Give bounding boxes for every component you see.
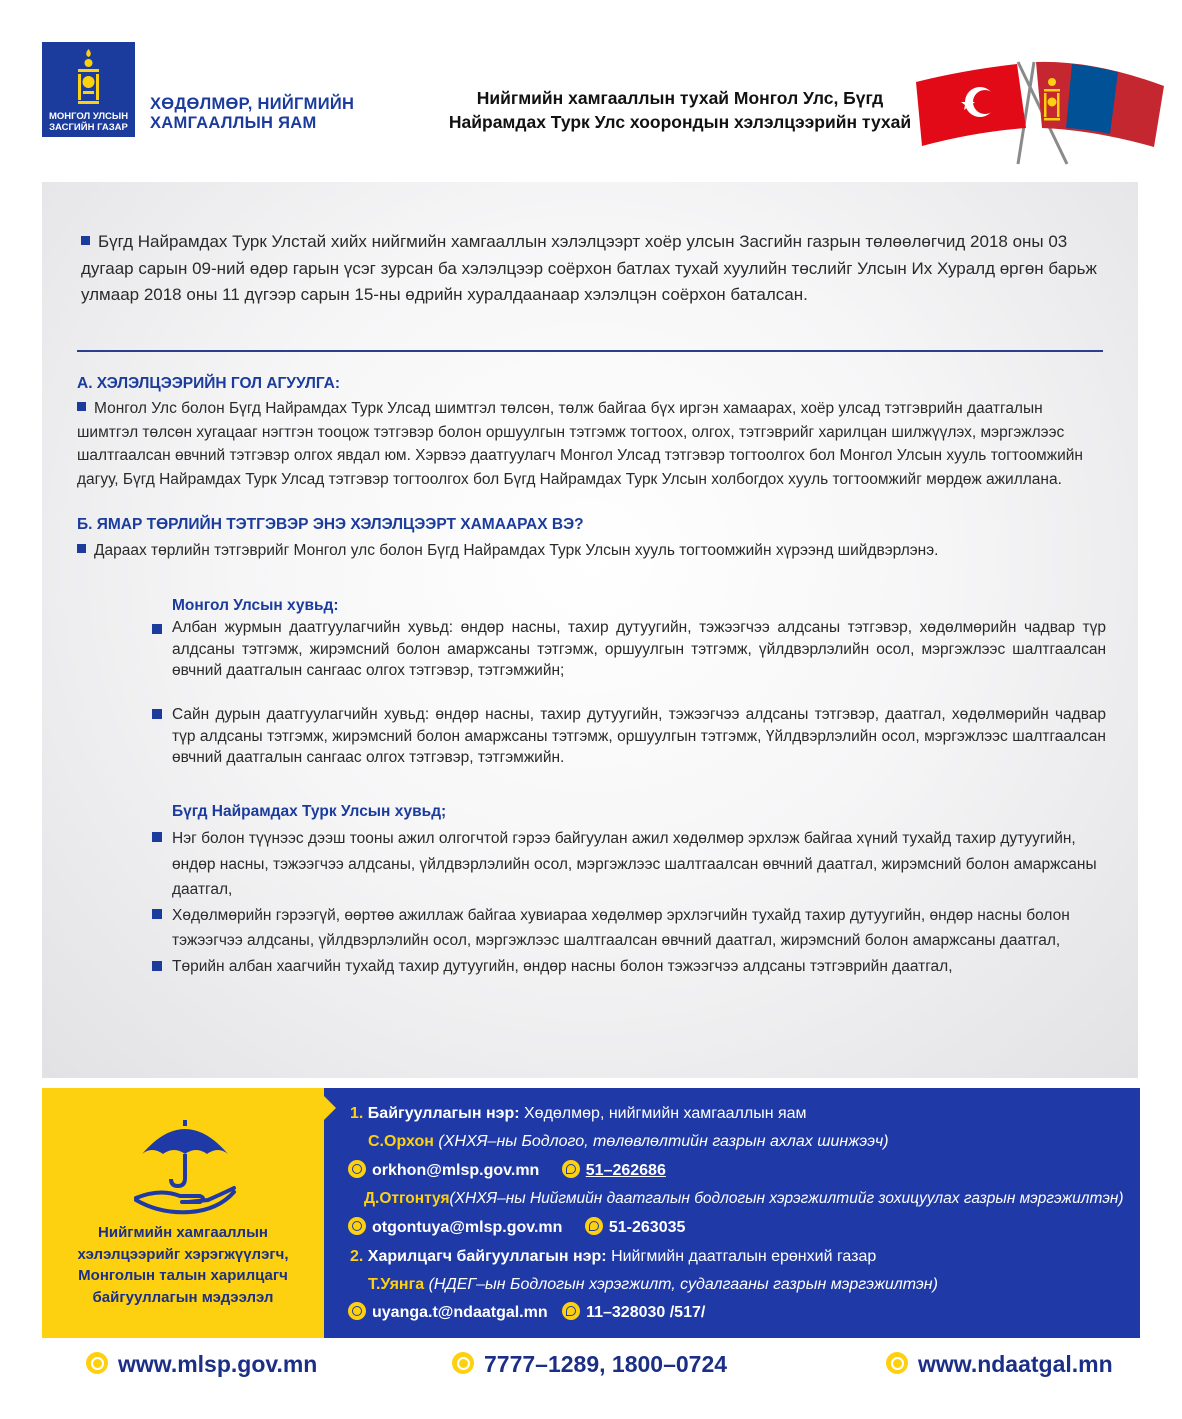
globe-icon (348, 1217, 366, 1235)
person1-line (368, 1133, 889, 1151)
footer-site-1-link[interactable]: www.mlsp.gov.mn (118, 1351, 318, 1377)
section-a-text: Монгол Улс болон Бүгд Найрамдах Турк Улсад шимтгэл төлсөн, төлж байгаа бүх иргэн хамаарах, хоёр улсад тэтгэврийн даатгалын шимтгэл төлсөн хугацааг нэгтгэн тооцож тэтгэвэр болон оршуулгын тэтгэмж тогтоох, олгох, тэтгэврийг харилцан шилжүүлэх, мэргэжлээс шалтгаалсан өвчний тэтгэвэр олгох явдал юм. Хэрвээ даатгуулагч Монгол Улсад тэтгэвэр тогтоолгох бол Монгол Улсын хууль тогтоомжийн дагуу, Бүгд Найрамдах Турк Улсад тэтгэвэр тогтоолгох бол Бүгд Найрамдах Турк Улсын холбогдох хууль тогтоомжийг мөрдөж ажиллана. (77, 400, 1083, 488)
person1-phone[interactable]: 51–262686 (585, 1162, 666, 1180)
person3-phone[interactable]: 11–328030 /517/ (586, 1304, 706, 1322)
turkey-item-3: Төрийн албан хаагчийн тухайд тахир дутуугийн, өндөр насны болон тэжээгчээ алдсаны тэтгэврийн даатгал, (172, 958, 953, 975)
document-title-line-2: Найрамдах Турк Улс хоорондын хэлэлцээрийн тухай (448, 112, 912, 132)
intro-text: Бүгд Найрамдах Турк Улстай хийх нийгмийн хамгааллын хэлэлцээрт хоёр улсын Засгийн газрын төлөөлөгчид 2018 оны 03 дугаар сарын 09-ний өдөр гарын үсэг зурсан ба хэлэлцээр соёрхон батлах тухай хуулийн төслийг Улсын Их Хуралд өргөн барьж улмаар 2018 оны 11 дүгээр сарын 15-ны өдрийн хуралдаанаар хэлэлцэн соёрхон баталсан. (81, 232, 1097, 304)
section-a-paragraph (77, 397, 1107, 491)
person1-email-link[interactable]: orkhon@mlsp.gov.mn (372, 1162, 540, 1180)
section-b-paragraph (77, 539, 1107, 562)
bullet-icon (152, 909, 162, 919)
turkey-item-2: Хөдөлмөрийн гэрээгүй, өөртөө ажиллаж байгаа хувиараа хөдөлмөр эрхлэгчийн тухайд тахир дутуугийн, өндөр насны болон тэжээгчээ алдсаны, үйлдвэрлэлийн осол, мэргэжлээс шалтгаалсан өвчний даатгал, жирэмсний болон амаржсаны даатгал, (172, 907, 1070, 949)
globe-icon (886, 1352, 908, 1374)
mongolia-subheading: Монгол Улсын хувьд: (172, 597, 339, 614)
bullet-icon (77, 402, 86, 411)
person2-line (364, 1190, 1124, 1208)
turkey-subheading: Бүгд Найрамдах Турк Улсын хувьд; (172, 803, 447, 820)
crossed-flags-icon (914, 52, 1166, 170)
person3-name: Т.Уянга (368, 1276, 425, 1293)
arrow-pointer-icon (324, 1088, 338, 1338)
globe-icon (86, 1352, 108, 1374)
person3-email-link[interactable]: uyanga.t@ndaatgal.mn (372, 1304, 548, 1322)
person2-contacts (348, 1219, 685, 1237)
person2-name: Д.Отгонтуя (364, 1190, 450, 1207)
section-b-heading: Б. ЯМАР ТӨРЛИЙН ТЭТГЭВЭР ЭНЭ ХЭЛЭЛЦЭЭРТ ХАМААРАХ ВЭ? (77, 516, 584, 533)
bullet-icon (152, 709, 162, 719)
org2-name: Нийгмийн даатгалын ерөнхий газар (611, 1248, 877, 1265)
logo-caption-2: ЗАСГИЙН ГАЗАР (49, 122, 128, 133)
person3-contacts (348, 1304, 705, 1322)
person3-line (368, 1276, 938, 1294)
section-a-heading: А. ХЭЛЭЛЦЭЭРИЙН ГОЛ АГУУЛГА: (77, 375, 341, 392)
phone-icon (452, 1352, 474, 1374)
person1-name: С.Орхон (368, 1133, 434, 1150)
person2-role: (ХНХЯ–ны Нийгмийн даатгалын бодлогын хэрэгжилтийг зохицуулах газрын мэргэжилтэн) (449, 1190, 1124, 1207)
turkey-item-1: Нэг болон түүнээс дээш тооны ажил олгогчтой гэрээ байгуулан ажил хөдөлмөр эрхлэж байгаа хүний тухайд тахир дутуугийн, өндөр насны, тэжээгчээ алдсаны, үйлдвэрлэлийн осол, мэргэжлээс шалтгаалсан өвчний даатгал, жирэмсний болон амаржсаны даатгал, (172, 830, 1097, 898)
footer-phones-text[interactable]: 7777–1289, 1800–0724 (484, 1351, 728, 1377)
org1-label: Байгууллагын нэр: (367, 1105, 520, 1122)
person1-contacts (348, 1162, 666, 1180)
org1-name: Хөдөлмөр, нийгмийн хамгааллын яам (524, 1105, 807, 1122)
org1-number: 1. (350, 1105, 364, 1122)
ministry-name (150, 95, 354, 133)
person2-email-link[interactable]: otgontuya@mlsp.gov.mn (372, 1219, 563, 1237)
government-logo (42, 42, 135, 137)
document-title (420, 86, 940, 134)
globe-icon (348, 1302, 366, 1320)
org1-line (350, 1105, 807, 1123)
ministry-name-line-2: ХАМГААЛЛЫН ЯАМ (150, 114, 317, 132)
person2-phone[interactable]: 51-263035 (608, 1219, 686, 1237)
contact-details-box (324, 1088, 1140, 1338)
org2-number: 2. (350, 1248, 364, 1265)
bullet-icon (152, 624, 162, 634)
org2-label: Харилцагч байгууллагын нэр: (367, 1248, 607, 1265)
logo-caption-1: МОНГОЛ УЛСЫН (48, 111, 129, 122)
document-title-line-1: Нийгмийн хамгааллын тухай Монгол Улс, Бүгд (476, 88, 884, 108)
person1-role: (ХНХЯ–ны Бодлого, төлөвлөлтийн газрын ахлах шинжээч) (438, 1133, 889, 1150)
person3-role: (НДЕГ–ын Бодлогын хэрэгжилт, судалгааны газрын мэргэжилтэн) (428, 1276, 938, 1293)
bullet-icon (77, 544, 86, 553)
globe-icon (348, 1160, 366, 1178)
contact-box-title-line-2: хэлэлцээрийг хэрэгжүүлэгч, (77, 1245, 289, 1263)
bullet-icon (152, 961, 162, 971)
phone-icon (585, 1217, 603, 1235)
contact-box-title-line-3: Монголын талын харилцагч (78, 1267, 288, 1284)
contact-box-title (42, 1222, 324, 1308)
footer-site-2-link[interactable]: www.ndaatgal.mn (918, 1351, 1113, 1377)
umbrella-hand-icon (130, 1108, 240, 1218)
footer-site-2 (886, 1351, 1113, 1378)
intro-paragraph (81, 229, 1111, 309)
soyombo-icon (72, 48, 105, 106)
mongolia-item-2: Сайн дурын даатгуулагчийн хувьд: өндөр насны, тахир дутуугийн, тэжээгчээ алдсаны тэтгэвэр, даатгал, хөдөлмөрийн чадвар түр алдсаны тэтгэмж, жирэмсний болон амаржсаны тэтгэмж, оршуулгын тэтгэмж, Үйлдвэрлэлийн осол, мэргэжлээс шалтгаалсан өвчний даатгалын сангаас олгох тэтгэвэр, тэтгэмжийн. (172, 706, 1106, 766)
contact-box-title-line-1: Нийгмийн хамгааллын (98, 1224, 268, 1241)
footer-site-1 (86, 1351, 317, 1378)
org2-line (350, 1248, 876, 1266)
mongolia-item-1: Албан журмын даатгуулагчийн хувьд: өндөр насны, тахир дутуугийн, тэжээгчээ алдсаны тэтгэвэр, хөдөлмөрийн чадвар түр алдсаны тэтгэмж, жирэмсний болон амаржсаны тэтгэмж, оршуулгын тэтгэмж, үйлдвэрлэлийн осол, мэргэжлээс шалтгаалсан өвчний даатгалын сангаас олгох тэтгэвэр, тэтгэмжийн; (172, 619, 1106, 679)
phone-icon (562, 1302, 580, 1320)
contact-box-title-line-4: байгууллагын мэдээлэл (92, 1288, 274, 1306)
phone-icon (562, 1160, 580, 1178)
ministry-name-line-1: ХӨДӨЛМӨР, НИЙГМИЙН (150, 95, 355, 113)
section-b-text: Дараах төрлийн тэтгэврийг Монгол улс болон Бүгд Найрамдах Турк Улсын хууль тогтоомжийн хүрээнд шийдвэрлэнэ. (94, 542, 939, 559)
footer-phones (452, 1351, 727, 1378)
bullet-icon (81, 236, 90, 245)
bullet-icon (152, 832, 162, 842)
section-divider (77, 350, 1103, 352)
